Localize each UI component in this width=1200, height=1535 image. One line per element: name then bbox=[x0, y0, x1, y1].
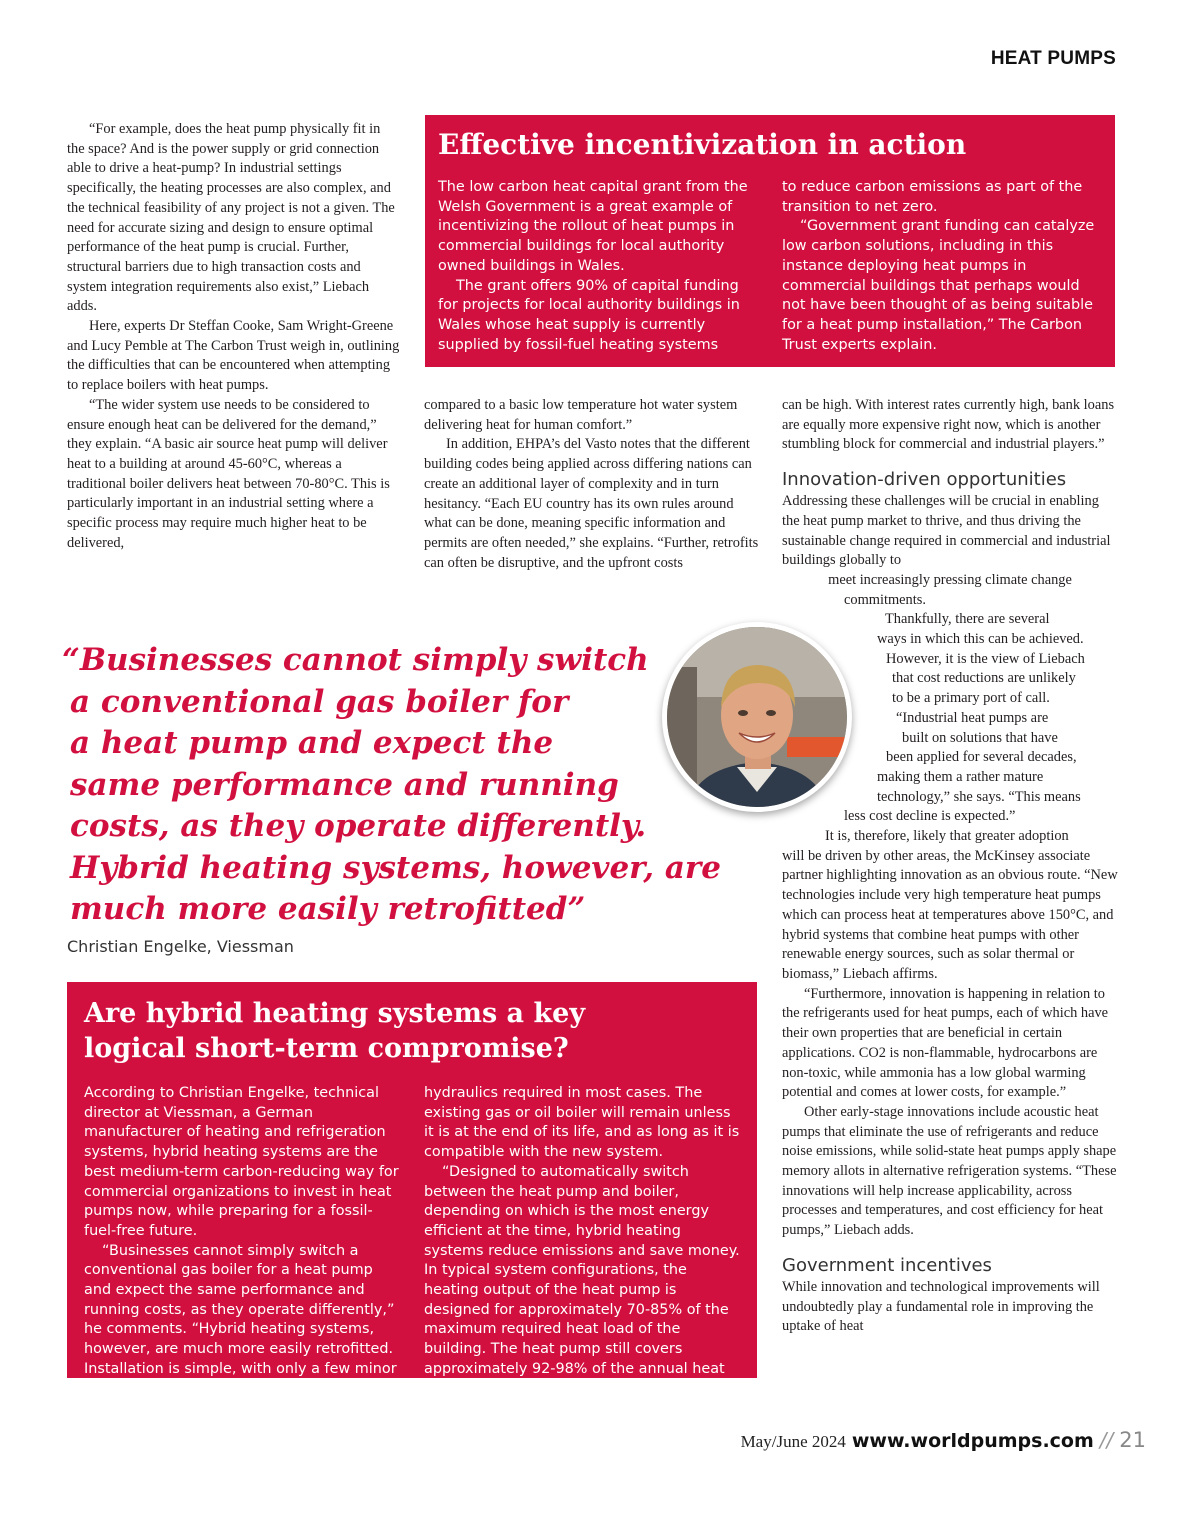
box-title-line: logical short-term compromise? bbox=[84, 1033, 569, 1064]
box-column-right bbox=[424, 1084, 744, 1419]
wrap-line: “Industrial heat pumps are bbox=[896, 709, 1049, 726]
wrap-line: Thankfully, there are several bbox=[885, 611, 1050, 628]
quote-line: Hybrid heating systems, however, are bbox=[70, 849, 721, 886]
paragraph: to reduce carbon emissions as part of the transition to net zero. bbox=[782, 179, 1083, 215]
paragraph: According to Christian Engelke, technical director at Viessman, a German manufacturer of heating and refrigeration systems, hybrid heating systems are the best medium-term carbon-reducing way for commercial organizations to invest in heat pumps now, while preparing for a fossil-fuel-free future. bbox=[84, 1085, 399, 1239]
section-tag: HEAT PUMPS bbox=[990, 48, 1116, 69]
paragraph: In addition, EHPA’s del Vasto notes that the different building codes being applied across differing nations can create an additional layer of complexity and in turn hesitancy. “Each EU country has its own rules around what can be done, meaning specific information and permits are often needed,” she explains. “Further, retrofits can often be disruptive, and the upfront costs bbox=[424, 436, 759, 571]
quote-line: costs, as they operate differently. bbox=[70, 808, 647, 844]
wrap-line: technology,” she says. “This means bbox=[877, 788, 1081, 805]
box-column-right bbox=[782, 178, 1100, 355]
quote-line: a heat pump and expect the bbox=[70, 725, 554, 761]
paragraph: can be high. With interest rates currently high, bank loans are equally more expensive right now, which is another stumbling block for commercial and industrial players.” bbox=[782, 397, 1115, 453]
paragraph: The low carbon heat capital grant from the Welsh Government is a great example of incentivizing the rollout of heat pumps in commercial buildings for local authority owned buildings in Wales. bbox=[438, 179, 748, 274]
box-column-left bbox=[438, 178, 758, 355]
wrap-line: to be a primary port of call. bbox=[892, 690, 1050, 707]
wrap-line: meet increasingly pressing climate change bbox=[828, 571, 1072, 588]
box-title-line: Are hybrid heating systems a key bbox=[84, 998, 586, 1029]
subheading-innovation: Innovation-driven opportunities bbox=[782, 469, 1067, 491]
paragraph: Other early-stage innovations include acoustic heat pumps that eliminate the use of refrigerants and reduce noise emissions, while solid-state heat pumps apply shape memory allots in alternative refrigeration systems. “These innovations will help increase applicability, across processes and temperatures, and cost efficiency for heat pumps,” Liebach adds. bbox=[782, 1103, 1117, 1239]
wrap-line: been applied for several decades, bbox=[886, 749, 1077, 766]
wrap-line: ways in which this can be achieved. bbox=[877, 631, 1084, 648]
pull-quote bbox=[62, 640, 742, 931]
wrap-line: less cost decline is expected.” bbox=[844, 808, 1016, 825]
paragraph: Addressing these challenges will be crucial in enabling the heat pump market to thrive, and thus driving the sustainable change required in commercial and industrial buildings globally to bbox=[782, 493, 1111, 569]
paragraph: “Designed to automatically switch between the heat pump and boiler, depending on which is the most energy efficient at the time, hybrid heating systems reduce emissions and save money. In typical system configurations, the heating output of the heat pump is designed for approximately 70-85% of the maximum required heat load of the building. The heat pump still covers approximately 92-98% of the annual heat load but saves over 40% on investment cost,” Engelke adds. bbox=[424, 1163, 740, 1417]
paragraph: will be driven by other areas, the McKinsey associate partner highlighting innovation as an obvious route. “New technologies include very high temperature heat pumps which can process heat at temperatures above 150°C, and hybrid systems that combine heat pumps with other renewable energy sources, such as solar thermal or biomass,” Liebach affirms. bbox=[782, 847, 1118, 982]
page-footer bbox=[741, 1428, 1146, 1452]
quote-line: much more easily retrofitted” bbox=[70, 891, 586, 927]
paragraph: “Businesses cannot simply switch a conventional gas boiler for a heat pump and expect the same performance and running costs, as they operate differently,” he comments. “Hybrid heating systems, however, are much more easily retrofitted. Installation is simple, with only a few minor alterations to the existing system bbox=[84, 1242, 397, 1397]
box-column-left bbox=[84, 1084, 402, 1399]
wrap-line: that cost reductions are unlikely bbox=[892, 670, 1076, 687]
footer-separator: // bbox=[1099, 1428, 1114, 1452]
body-column-2 bbox=[424, 396, 760, 573]
paragraph: “For example, does the heat pump physically fit in the space? And is the power supply or grid connection able to drive a heat-pump? In industrial settings specifically, the heating processes are also complex, and the technical feasibility of any project is not a given. The need for accurate sizing and design to ensure optimal performance of the heat pump is crucial. Further, structural barriers due to high transaction costs and system integration requirements also exist,” Liebach adds. bbox=[67, 121, 395, 315]
paragraph: compared to a basic low temperature hot water system delivering heat for human comfort.” bbox=[424, 397, 738, 433]
box-title bbox=[84, 996, 585, 1066]
sidebar-box-incentivization bbox=[425, 115, 1115, 367]
wrap-line: built on solutions that have bbox=[902, 729, 1058, 746]
sidebar-box-hybrid bbox=[67, 982, 757, 1417]
box-title: Effective incentivization in action bbox=[438, 128, 967, 161]
issue-date: May/June 2024 bbox=[740, 1432, 846, 1451]
quote-line: same performance and running bbox=[70, 766, 619, 803]
quote-line: “Businesses cannot simply switch bbox=[62, 642, 649, 678]
portrait-illustration bbox=[667, 627, 847, 807]
quote-line: a conventional gas boiler for bbox=[70, 683, 569, 720]
subheading-government: Government incentives bbox=[782, 1254, 992, 1276]
paragraph: Here, experts Dr Steffan Cooke, Sam Wright-Greene and Lucy Pemble at The Carbon Trust weigh in, outlining the difficulties that can be encountered when attempting to replace boilers with heat pumps. bbox=[67, 318, 400, 394]
website-link[interactable]: www.worldpumps.com bbox=[851, 1430, 1094, 1452]
portrait-photo bbox=[662, 622, 852, 812]
wrap-line: making them a rather mature bbox=[877, 768, 1044, 785]
paragraph: While innovation and technological improvements will undoubtedly play a fundamental role in improving the uptake of heat bbox=[782, 1278, 1100, 1335]
body-column-3 bbox=[782, 396, 1118, 1337]
paragraph: “Furthermore, innovation is happening in relation to the refrigerants used for heat pumps, each of which have their own properties that are beneficial in certain applications. CO2 is non-flammable, hydrocarbons are non-toxic, while ammonia has a low global warming potential and comes at lower costs, for example.” bbox=[782, 985, 1109, 1101]
paragraph: The grant offers 90% of capital funding for projects for local authority buildings in Wales whose heat supply is currently supplied by fossil-fuel heating systems bbox=[438, 277, 740, 353]
paragraph: “The wider system use needs to be considered to ensure enough heat can be delivered for the demand,” they explain. “A basic air source heat pump will deliver heat to a building at around 45-60°C, whereas a traditional boiler delivers heat between 70-80°C. This is particularly important in an industrial setting where a specific process may require much higher heat to be delivered, bbox=[67, 396, 390, 551]
body-column-1 bbox=[67, 120, 401, 553]
paragraph: hydraulics required in most cases. The existing gas or oil boiler will remain unless it is at the end of its life, and as long as it is compatible with the new system. bbox=[424, 1085, 740, 1161]
wrap-line: commitments. bbox=[844, 591, 926, 608]
quote-attribution: Christian Engelke, Viessman bbox=[67, 937, 294, 956]
paragraph: “Government grant funding can catalyze low carbon solutions, including in this instance deploying heat pumps in commercial buildings that perhaps would not have been thought of as being suitable for a heat pump installation,” The Carbon Trust experts explain. bbox=[782, 218, 1095, 353]
page-number: 21 bbox=[1119, 1428, 1146, 1452]
wrap-line: It is, therefore, likely that greater adoption bbox=[825, 828, 1069, 845]
wrap-line: However, it is the view of Liebach bbox=[886, 650, 1085, 667]
